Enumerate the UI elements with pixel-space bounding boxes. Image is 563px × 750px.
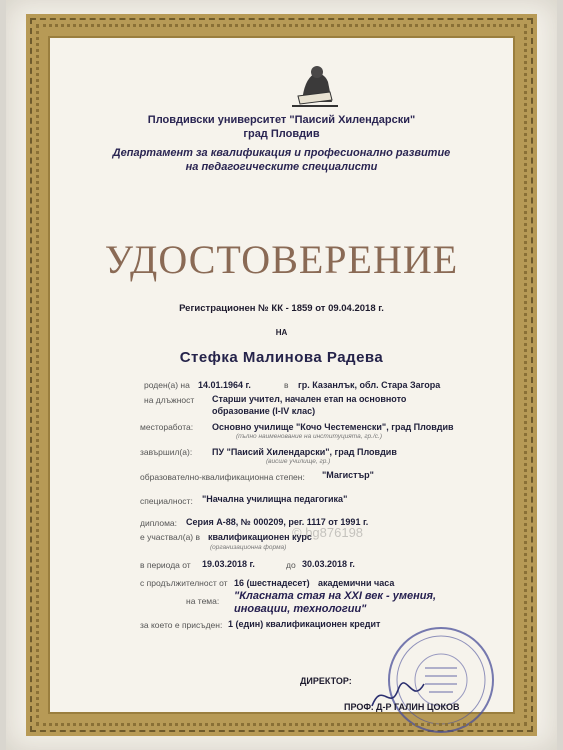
graduated-value: ПУ "Паисий Хилендарски", град Пловдив [212,447,397,457]
period-from: 19.03.2018 г. [202,559,255,569]
duration-value: 16 (шестнадесет) [234,578,310,588]
position-label: на длъжност [144,395,195,405]
specialty-label: специалност: [140,496,193,506]
recipient-prefix: НА [275,328,288,337]
document-title: УДОСТОВЕРЕНИЕ [104,237,459,282]
degree-value: "Магистър" [322,470,374,480]
credit-value: 1 (един) квалификационен кредит [228,619,381,629]
university-city: град Пловдив [243,128,320,140]
graduated-label: завършил(а): [140,447,193,457]
born-label: роден(а) на [144,380,190,390]
credit-label: за което е присъден: [140,620,223,630]
participated-value: квалификационен курс [208,532,312,542]
certificate-paper [6,0,557,750]
university-name: Пловдивски университет "Паисий Хилендарски" [147,114,416,126]
participated-label: е участвал(а) в [140,532,201,542]
ornamental-border [26,14,537,736]
born-date: 14.01.1964 г. [198,380,251,390]
graduated-note: (висше училище, гр.) [266,458,331,465]
monk-emblem-icon [284,62,344,110]
registration-number: Регистрационен № КК - 1859 от 09.04.2018 г. [179,303,384,314]
workplace-note: (пълно наименование на институцията, гр./с.) [236,433,383,440]
diploma-label: диплома: [140,518,178,528]
watermark-text: © bg876198 [292,525,364,540]
born-place: гр. Казанлък, обл. Стара Загора [298,380,441,390]
recipient-name: Стефка Малинова Радева [179,349,384,366]
duration-label: с продължителност от [140,578,228,588]
period-label: в периода от [140,560,191,570]
position-value: Старши учител, начален етап на основното образование (I-IV клас) [212,394,407,416]
director-label: ДИРЕКТОР: [300,676,352,686]
workplace-label: месторабота: [140,422,194,432]
topic-label: на тема: [186,596,220,606]
born-in-label: в [284,380,289,390]
participated-note: (организационна форма) [210,544,287,551]
diploma-value: Серия А-88, № 000209, рег. 1117 от 1991 г. [186,517,369,527]
duration-suffix: академични часа [318,578,395,588]
department-name: Департамент за квалификация и професионално развитие на педагогическите специалисти [112,147,451,173]
specialty-value: "Начална училищна педагогика" [202,494,348,504]
period-to-label: до [286,560,296,570]
director-name: ПРОФ. Д-Р ГАЛИН ЦОКОВ [344,702,460,712]
degree-label: образователно-квалификационна степен: [140,472,305,482]
workplace-value: Основно училище "Кочо Честеменски", град Пловдив [212,422,454,432]
topic-value: "Класната стая на XXI век - умения, иновации, технологии" [234,590,437,615]
period-to: 30.03.2018 г. [302,559,355,569]
